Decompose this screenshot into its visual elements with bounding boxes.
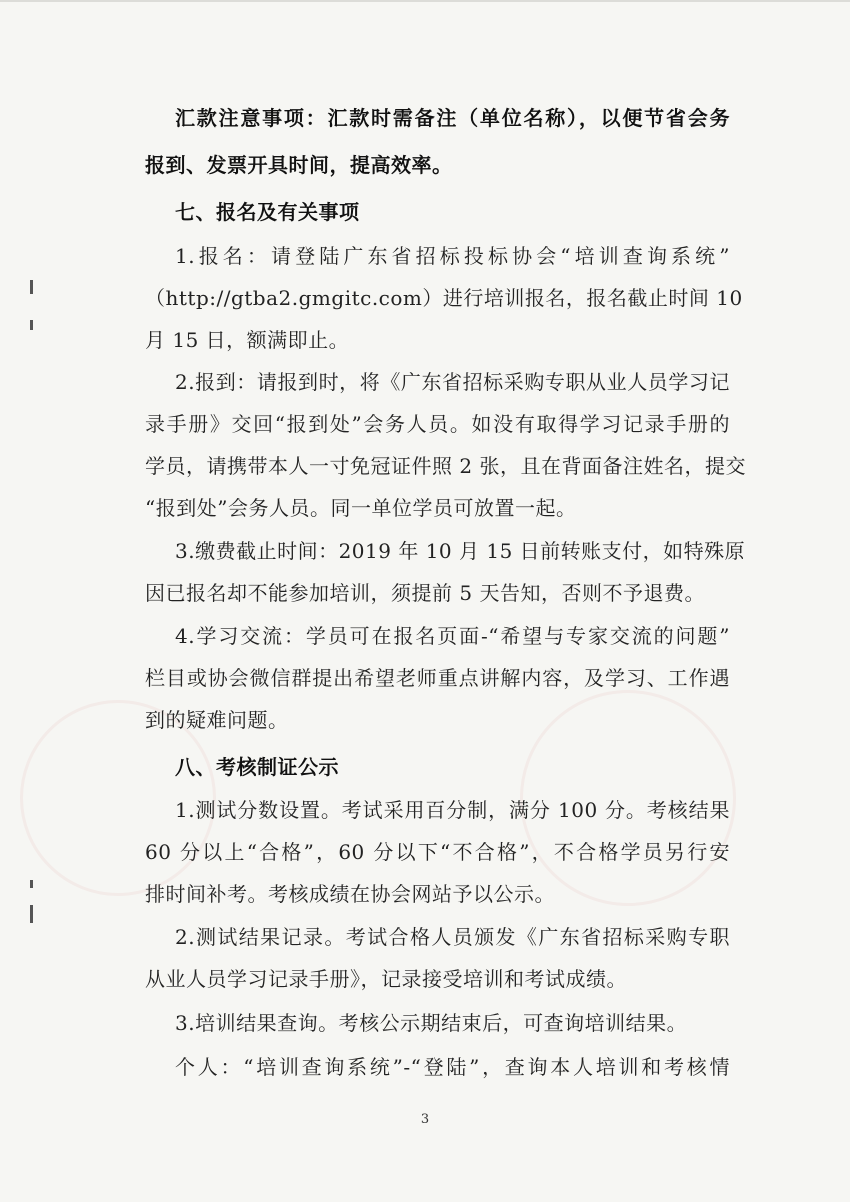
edge-mark — [30, 280, 33, 294]
paragraph-line: 录手册》交回“报到处”会务人员。如没有取得学习记录手册的 — [145, 412, 730, 436]
paragraph-line: 3.缴费截止时间：2019 年 10 月 15 日前转账支付，如特殊原 — [175, 539, 746, 563]
paragraph-line: 到的疑难问题。 — [145, 708, 289, 732]
paragraph-line: 1.报名：请登陆广东省招标投标协会“培训查询系统” — [175, 244, 730, 268]
edge-mark — [30, 880, 33, 888]
paragraph-line: 因已报名却不能参加培训，须提前 5 天告知，否则不予退费。 — [145, 581, 705, 605]
section-heading-assessment: 八、考核制证公示 — [175, 755, 339, 779]
paragraph-line: 60 分以上“合格”，60 分以下“不合格”，不合格学员另行安 — [145, 840, 730, 864]
paragraph-line: 3.培训结果查询。考核公示期结束后，可查询培训结果。 — [175, 1011, 688, 1035]
remittance-note-line: 报到、发票开具时间，提高效率。 — [145, 153, 453, 177]
page-number: 3 — [420, 1112, 430, 1127]
paragraph-line: 4.学习交流：学员可在报名页面-“希望与专家交流的问题” — [175, 624, 730, 648]
paragraph-line: 栏目或协会微信群提出希望老师重点讲解内容，及学习、工作遇 — [145, 666, 730, 690]
paragraph-line: 个人：“培训查询系统”-“登陆”，查询本人培训和考核情 — [175, 1055, 730, 1079]
section-heading-registration: 七、报名及有关事项 — [175, 200, 360, 224]
edge-mark — [30, 320, 33, 330]
remittance-note-line: 汇款注意事项：汇款时需备注（单位名称），以便节省会务 — [175, 106, 730, 130]
paragraph-line: 排时间补考。考核成绩在协会网站予以公示。 — [145, 882, 555, 906]
paragraph-line: （http://gtba2.gmgitc.com）进行培训报名，报名截止时间 10 — [145, 286, 743, 310]
paragraph-line: 2.报到：请报到时，将《广东省招标采购专职从业人员学习记 — [175, 370, 730, 394]
paragraph-line: “报到处”会务人员。同一单位学员可放置一起。 — [145, 496, 577, 520]
paragraph-line: 从业人员学习记录手册》，记录接受培训和考试成绩。 — [145, 967, 627, 991]
paragraph-line: 1.测试分数设置。考试采用百分制，满分 100 分。考核结果 — [175, 798, 730, 822]
edge-mark — [30, 905, 33, 923]
paragraph-line: 2.测试结果记录。考试合格人员颁发《广东省招标采购专职 — [175, 925, 730, 949]
paragraph-line: 学员，请携带本人一寸免冠证件照 2 张，且在背面备注姓名，提交 — [145, 454, 746, 478]
paragraph-line: 月 15 日，额满即止。 — [145, 328, 350, 352]
